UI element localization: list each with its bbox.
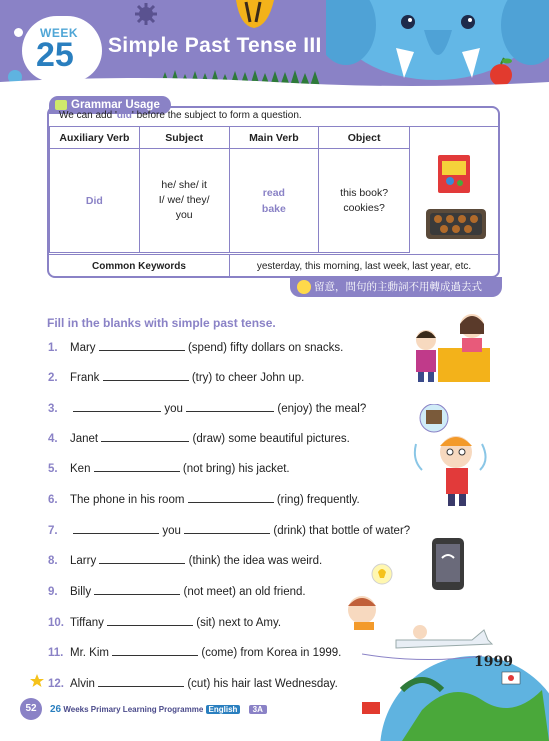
col-subject: Subject xyxy=(139,127,229,149)
page-number: 52 xyxy=(20,698,42,720)
answer-blank[interactable] xyxy=(98,676,184,687)
question-3: 3. you (enjoy) the meal? xyxy=(48,403,367,415)
gear-icon xyxy=(134,2,158,26)
grammar-tab: Grammar Usage xyxy=(49,96,171,114)
answer-blank[interactable] xyxy=(99,340,185,351)
level-badge: 3A xyxy=(249,705,267,714)
cookie-tray-icon xyxy=(424,205,488,243)
grammar-note-keyword: did xyxy=(116,110,132,121)
answer-blank[interactable] xyxy=(99,553,185,564)
question-1: 1. Mary (spend) fifty dollars on snacks. xyxy=(48,342,344,354)
question-6: 6. The phone in his room (ring) frequently. xyxy=(48,494,360,506)
book-icon xyxy=(436,153,472,195)
question-11: 11. Mr. Kim (come) from Korea in 1999. xyxy=(48,647,342,659)
page-title: Simple Past Tense III xyxy=(108,34,322,57)
question-5: 5. Ken (not bring) his jacket. xyxy=(48,463,290,475)
subject-badge: English xyxy=(206,705,241,714)
question-9: 9. Billy (not meet) an old friend. xyxy=(48,586,306,598)
col-object: Object xyxy=(319,127,410,149)
col-auxiliary-verb: Auxiliary Verb xyxy=(50,127,140,149)
boy-ringing-phone-illustration xyxy=(412,404,490,514)
question-10: 10. Tiffany (sit) next to Amy. xyxy=(48,617,282,629)
tiger-tail-icon xyxy=(232,0,278,30)
tip-banner: 留意，問句的主動詞不用轉成過去式 xyxy=(290,277,502,297)
question-2: 2. Frank (try) to cheer John up. xyxy=(48,372,305,384)
series-logo: 26 xyxy=(50,704,62,715)
answer-blank[interactable] xyxy=(184,523,270,534)
col-main-verb: Main Verb xyxy=(229,127,319,149)
answer-blank[interactable] xyxy=(94,461,180,472)
week-badge xyxy=(22,16,102,82)
lightbulb-icon xyxy=(297,280,311,294)
answer-blank[interactable] xyxy=(188,492,274,503)
question-4: 4. Janet (draw) some beautiful pictures. xyxy=(48,433,350,445)
keywords-row xyxy=(49,254,498,278)
cell-main-verb: read bake xyxy=(229,149,319,253)
answer-blank[interactable] xyxy=(112,645,198,656)
cell-aux: Did xyxy=(50,149,140,253)
bottle-phone-illustration xyxy=(428,536,468,592)
cell-object: this book? cookies? xyxy=(319,149,410,253)
question-7: 7. you (drink) that bottle of water? xyxy=(48,525,411,537)
year-label: 1999 xyxy=(474,654,513,670)
table-image-column xyxy=(410,126,498,254)
answer-blank[interactable] xyxy=(94,584,180,595)
answer-blank[interactable] xyxy=(73,523,159,534)
question-12: 12. Alvin (cut) his hair last Wednesday. xyxy=(48,678,338,690)
table-row xyxy=(50,149,410,253)
table-header-row xyxy=(50,127,410,149)
grammar-table xyxy=(49,126,410,253)
cell-subject: he/ she/ it I/ we/ they/ you xyxy=(139,149,229,253)
answer-blank[interactable] xyxy=(101,431,189,442)
footer-series: 26 Weeks Primary Learning Programme English 3A xyxy=(50,704,267,715)
grammar-note: We can add 'did' before the subject to form a question. xyxy=(59,110,302,121)
answer-blank[interactable] xyxy=(73,401,161,412)
week-number: 25 xyxy=(36,36,74,74)
keywords-value: yesterday, this morning, last week, last year, etc. xyxy=(256,261,472,272)
answer-blank[interactable] xyxy=(186,401,274,412)
question-8: 8. Larry (think) the idea was weird. xyxy=(48,555,323,567)
star-icon xyxy=(30,674,44,688)
answer-blank[interactable] xyxy=(103,370,189,381)
answer-blank[interactable] xyxy=(107,615,193,626)
keywords-label: Common Keywords xyxy=(49,255,230,278)
exercise-instruction: Fill in the blanks with simple past tense. xyxy=(47,316,276,330)
grammar-icon xyxy=(55,100,67,110)
week-label: WEEK xyxy=(40,26,78,40)
page-header xyxy=(0,0,549,86)
airplane-globe-illustration xyxy=(362,620,549,741)
shop-scene-illustration xyxy=(408,312,492,384)
